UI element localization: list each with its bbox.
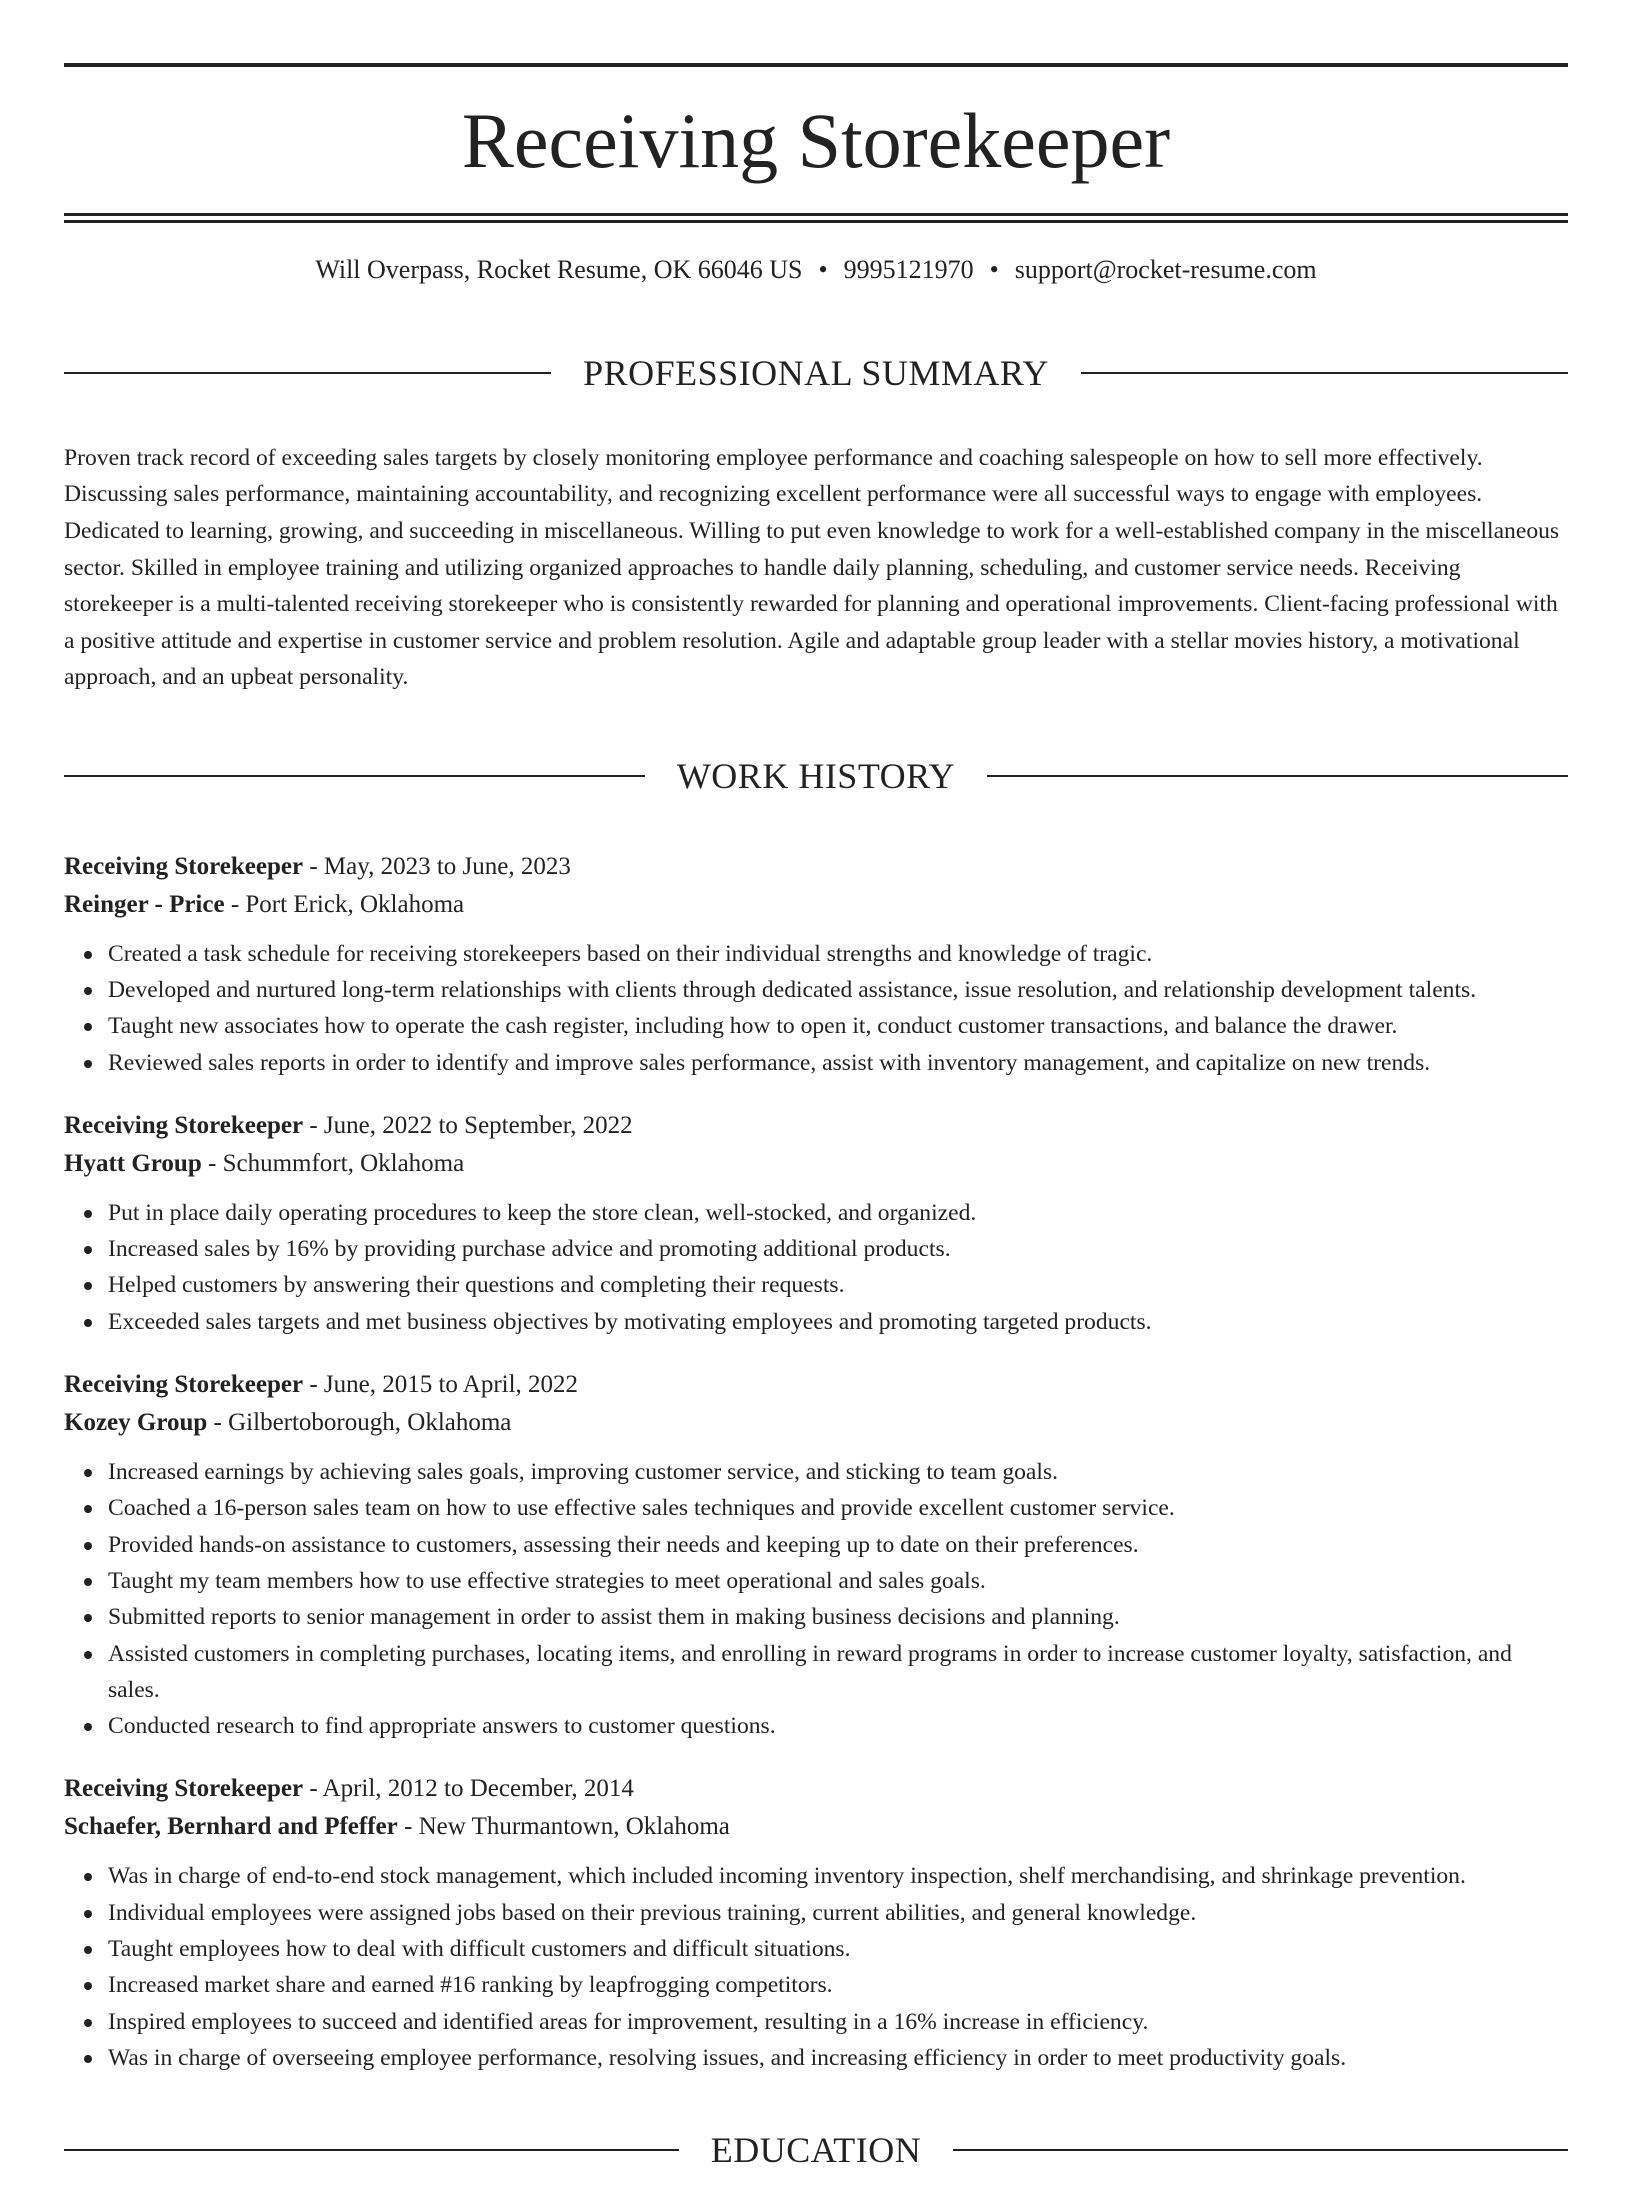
heading-rule-right: [953, 2149, 1568, 2151]
heading-rule-left: [64, 2149, 679, 2151]
heading-rule-right: [1081, 372, 1568, 374]
job-bullet: Taught employees how to deal with difficult customers and difficult situations.: [108, 1931, 1568, 1967]
job-company-line: [64, 1808, 1568, 1846]
job-title: Receiving Storekeeper: [64, 1371, 304, 1399]
resume-name: Receiving Storekeeper: [461, 97, 1171, 184]
job-company: Hyatt Group: [64, 1149, 202, 1177]
job-bullet: Conducted research to find appropriate answers to customer questions.: [108, 1708, 1568, 1744]
summary-heading-title: PROFESSIONAL SUMMARY: [583, 352, 1049, 393]
job-bullet: Coached a 16-person sales team on how to use effective sales techniques and provide excellent customer service.: [108, 1490, 1568, 1526]
job-company-line: [64, 1145, 1568, 1183]
job-bullet: Was in charge of end-to-end stock management, which included incoming inventory inspection, shelf merchandising, and shrinkage prevention.: [108, 1858, 1568, 1894]
job-entry: [64, 848, 1568, 1081]
job-bullet: Helped customers by answering their questions and completing their requests.: [108, 1267, 1568, 1303]
job-bullets: [64, 1195, 1568, 1340]
job-location: - New Thurmantown, Oklahoma: [397, 1813, 730, 1841]
job-bullet: Put in place daily operating procedures to keep the store clean, well-stocked, and organized.: [108, 1195, 1568, 1231]
job-bullet: Taught my team members how to use effective strategies to meet operational and sales goals.: [108, 1563, 1568, 1599]
contact-separator: •: [989, 255, 999, 284]
contact-email[interactable]: support@rocket-resume.com: [1014, 255, 1317, 284]
job-company: Schaefer, Bernhard and Pfeffer: [64, 1813, 398, 1841]
job-title-line: [64, 848, 1568, 886]
job-bullet: Provided hands-on assistance to customers, assessing their needs and keeping up to date on their preferences.: [108, 1527, 1568, 1563]
top-rule: [64, 63, 1568, 67]
contact-separator: •: [818, 255, 828, 284]
job-dates: - June, 2015 to April, 2022: [303, 1371, 579, 1399]
job-bullet: Increased earnings by achieving sales goals, improving customer service, and sticking to team goals.: [108, 1454, 1568, 1490]
summary-heading: [64, 325, 1568, 421]
job-title-line: [64, 1366, 1568, 1404]
job-company: Kozey Group: [64, 1409, 208, 1437]
job-title: Receiving Storekeeper: [64, 1111, 304, 1139]
job-title: Receiving Storekeeper: [64, 852, 304, 880]
job-bullet: Inspired employees to succeed and identified areas for improvement, resulting in a 16% increase in efficiency.: [108, 2004, 1568, 2040]
job-entry: [64, 1366, 1568, 1744]
contact-phone: 9995121970: [843, 255, 974, 284]
job-bullet: Individual employees were assigned jobs based on their previous training, current abilities, and general knowledge.: [108, 1895, 1568, 1931]
job-bullet: Assisted customers in completing purchases, locating items, and enrolling in reward programs in order to increase customer loyalty, satisfaction, and sales.: [108, 1636, 1568, 1709]
contact-address: Will Overpass, Rocket Resume, OK 66046 US: [315, 255, 803, 284]
job-bullet: Created a task schedule for receiving storekeepers based on their individual strengths and knowledge of tragic.: [108, 936, 1568, 972]
job-dates: - June, 2022 to September, 2022: [303, 1111, 633, 1139]
job-title-line: [64, 1770, 1568, 1808]
job-company: Reinger - Price: [64, 890, 225, 918]
work-history-heading: [64, 728, 1568, 824]
resume-page: [0, 63, 1632, 2175]
heading-rule-left: [64, 775, 645, 777]
job-entry: [64, 1770, 1568, 2076]
job-bullet: Exceeded sales targets and met business objectives by motivating employees and promoting targeted products.: [108, 1304, 1568, 1340]
job-location: - Port Erick, Oklahoma: [224, 890, 465, 918]
job-bullet: Increased market share and earned #16 ranking by leapfrogging competitors.: [108, 1967, 1568, 2003]
job-bullet: Increased sales by 16% by providing purchase advice and promoting additional products.: [108, 1231, 1568, 1267]
job-bullets: [64, 1454, 1568, 1744]
job-title-line: [64, 1107, 1568, 1145]
job-location: - Schummfort, Oklahoma: [201, 1149, 465, 1177]
job-company-line: [64, 1404, 1568, 1442]
job-bullets: [64, 936, 1568, 1081]
job-bullet: Was in charge of overseeing employee performance, resolving issues, and increasing efficiency in order to meet productivity goals.: [108, 2040, 1568, 2076]
job-dates: - April, 2012 to December, 2014: [303, 1775, 634, 1803]
education-heading: [64, 2102, 1568, 2198]
job-bullet: Taught new associates how to operate the cash register, including how to open it, conduct customer transactions, and balance the drawer.: [108, 1008, 1568, 1044]
education-heading-title: EDUCATION: [710, 2130, 922, 2171]
work-history-heading-title: WORK HISTORY: [676, 755, 956, 796]
job-bullet: Submitted reports to senior management in order to assist them in making business decisions and planning.: [108, 1599, 1568, 1635]
job-company-line: [64, 886, 1568, 924]
contact-line: [64, 257, 1568, 283]
heading-rule-right: [987, 775, 1568, 777]
summary-text: Proven track record of exceeding sales targets by closely monitoring employee performance and coaching salespeople on how to sell more effectively. Discussing sales performance, maintaining accountability, and recognizing excellent performance were all successful ways to engage with employees. Dedicated to learning, growing, and succeeding in miscellaneous. Willing to put even knowledge to work for a well-established company in the miscellaneous sector. Skilled in employee training and utilizing organized approaches to handle daily planning, scheduling, and customer service needs. Receiving storekeeper is a multi-talented receiving storekeeper who is consistently rewarded for planning and operational improvements. Client-facing professional with a positive attitude and expertise in customer service and problem resolution. Agile and adaptable group leader with a stellar movies history, a motivational approach, and an upbeat personality.: [64, 444, 1560, 691]
job-bullets: [64, 1858, 1568, 2076]
job-dates: - May, 2023 to June, 2023: [303, 852, 571, 880]
job-bullet: Developed and nurtured long-term relationships with clients through dedicated assistance, issue resolution, and relationship development talents.: [108, 972, 1568, 1008]
name-double-rule: [64, 213, 1568, 223]
job-title: Receiving Storekeeper: [64, 1775, 304, 1803]
job-location: - Gilbertoborough, Oklahoma: [207, 1409, 512, 1437]
heading-rule-left: [64, 372, 551, 374]
job-entry: [64, 1107, 1568, 1340]
job-bullet: Reviewed sales reports in order to identify and improve sales performance, assist with inventory management, and capitalize on new trends.: [108, 1045, 1568, 1081]
